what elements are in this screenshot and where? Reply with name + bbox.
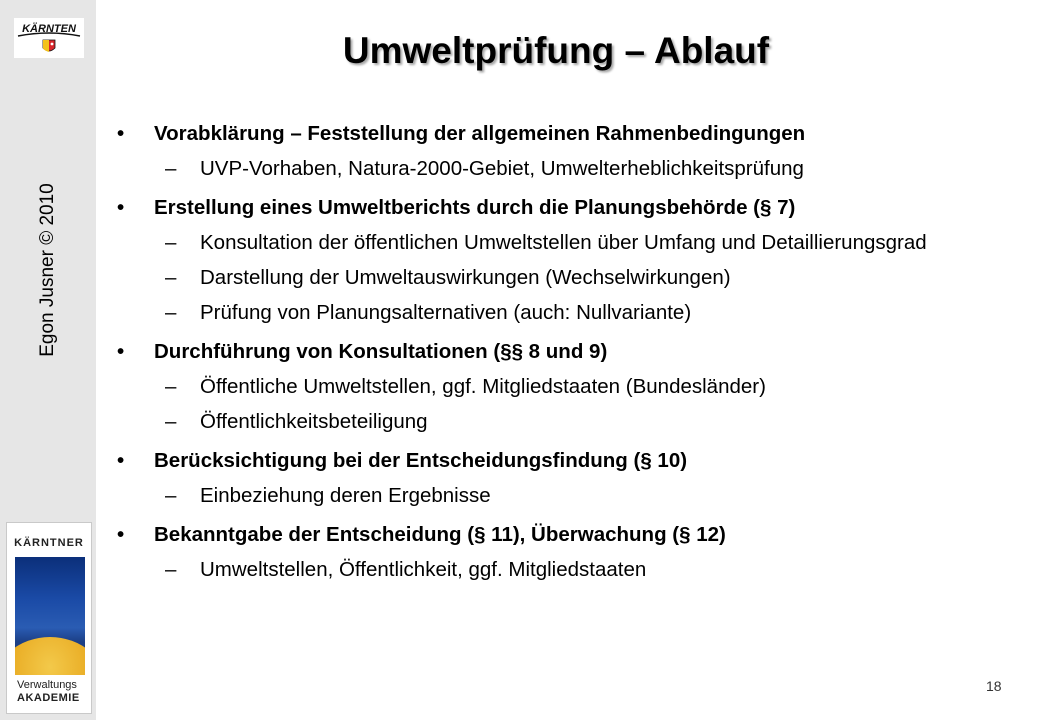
page-number: 18 <box>986 678 1002 694</box>
sub-item <box>110 155 1030 182</box>
bullet-icon: • <box>117 122 125 145</box>
bullet-text: Berücksichtigung bei der Entscheidungsfindung (§ 10) <box>154 449 688 472</box>
sub-item-text: Konsultation der öffentlichen Umweltstellen über Umfang und Detaillierungsgrad <box>200 231 927 254</box>
author-copyright: Egon Jusner © 2010 <box>37 183 58 357</box>
slide-title: Umweltprüfung – Ablauf <box>342 30 770 71</box>
sub-item-text: Öffentlichkeitsbeteiligung <box>200 410 428 433</box>
academy-artwork <box>15 557 85 675</box>
dash-icon: – <box>165 266 177 289</box>
sub-item <box>110 299 1030 326</box>
sub-item-text: Öffentliche Umweltstellen, ggf. Mitgliedstaaten (Bundesländer) <box>200 375 766 398</box>
bullet-icon: • <box>117 449 125 472</box>
bullet-icon: • <box>117 523 125 546</box>
academy-bottom-text <box>7 679 91 705</box>
sub-item <box>110 408 1030 435</box>
logo-text: KÄRNTEN <box>22 23 76 35</box>
bullet-text: Durchführung von Konsultationen (§§ 8 und 9) <box>154 340 608 363</box>
sub-item <box>110 264 1030 291</box>
kaernten-logo <box>14 18 84 58</box>
bullet-text: Bekanntgabe der Entscheidung (§ 11), Überwachung (§ 12) <box>154 523 726 546</box>
sub-item-text: Prüfung von Planungsalternativen (auch: Nullvariante) <box>200 301 692 324</box>
sunrise-graphic <box>15 637 85 675</box>
dash-icon: – <box>165 157 177 180</box>
dash-icon: – <box>165 484 177 507</box>
bullet-item <box>110 194 1030 221</box>
bullet-icon: • <box>117 196 125 219</box>
sub-item <box>110 482 1030 509</box>
bullet-item <box>110 338 1030 365</box>
slide-content <box>110 120 1030 595</box>
sub-item-text: Darstellung der Umweltauswirkungen (Wechselwirkungen) <box>200 266 731 289</box>
sub-item <box>110 373 1030 400</box>
dash-icon: – <box>165 231 177 254</box>
bullet-text: Erstellung eines Umweltberichts durch die Planungsbehörde (§ 7) <box>154 196 796 219</box>
dash-icon: – <box>165 558 177 581</box>
sub-item-text: Einbeziehung deren Ergebnisse <box>200 484 491 507</box>
dash-icon: – <box>165 410 177 433</box>
sub-item-text: UVP-Vorhaben, Natura-2000-Gebiet, Umwelterheblichkeitsprüfung <box>200 157 804 180</box>
sub-item-text: Umweltstellen, Öffentlichkeit, ggf. Mitgliedstaaten <box>200 558 647 581</box>
academy-line2: AKADEMIE <box>17 692 80 704</box>
academy-logo <box>6 522 92 714</box>
bullet-item <box>110 447 1030 474</box>
bullet-item <box>110 521 1030 548</box>
sub-item <box>110 556 1030 583</box>
bullet-item <box>110 120 1030 147</box>
sub-item <box>110 229 1030 256</box>
bullet-text: Vorabklärung – Feststellung der allgemeinen Rahmenbedingungen <box>154 122 806 145</box>
bullet-icon: • <box>117 340 125 363</box>
sidebar <box>0 0 96 720</box>
dash-icon: – <box>165 375 177 398</box>
dash-icon: – <box>165 301 177 324</box>
academy-top-text: KÄRNTNER <box>14 537 84 549</box>
academy-line1: Verwaltungs <box>17 679 77 691</box>
